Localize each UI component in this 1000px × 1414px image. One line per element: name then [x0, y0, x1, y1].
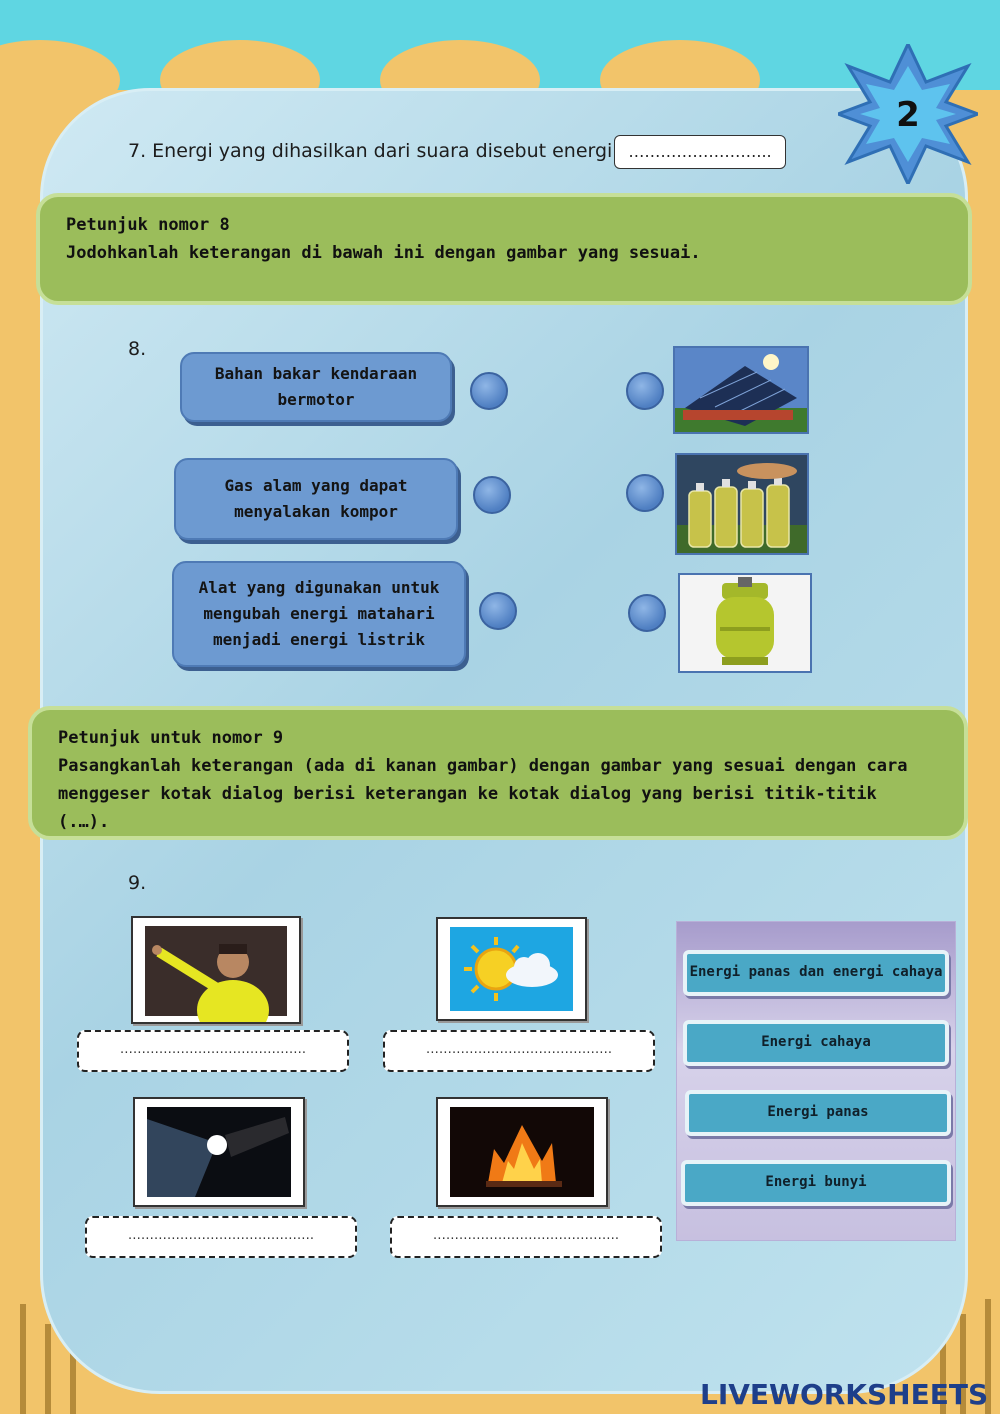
page-number: 2	[896, 95, 920, 135]
referee-whistle-picture	[131, 916, 301, 1024]
solar-panel-picture	[673, 346, 809, 434]
answer-drop-box-2[interactable]: …………………………………….	[383, 1030, 655, 1072]
fuel-bottles-picture	[675, 453, 809, 555]
match-dot-left-2[interactable]	[473, 476, 511, 514]
page-number-badge	[838, 44, 978, 184]
gas-cylinder-picture	[678, 573, 812, 673]
match-item-solar: Alat yang digunakan untuk mengubah energi matahari menjadi energi listrik	[172, 561, 466, 667]
option-panas-dan-cahaya[interactable]: Energi panas dan energi cahaya	[683, 950, 949, 996]
match-item-gas: Gas alam yang dapat menyalakan kompor	[174, 458, 458, 540]
hint-9-box	[28, 706, 968, 840]
answer-options-panel	[676, 921, 956, 1241]
match-dot-right-1[interactable]	[626, 372, 664, 410]
match-dot-left-1[interactable]	[470, 372, 508, 410]
question-9-number: 9.	[128, 872, 147, 894]
option-bunyi[interactable]: Energi bunyi	[681, 1160, 951, 1206]
hint-9-body: Pasangkanlah keterangan (ada di kanan gambar) dengan gambar yang sesuai dengan cara menggeser kotak dialog berisi keterangan ke kotak dialog yang berisi titik-titik (.…).	[58, 756, 908, 832]
question-8-number: 8.	[128, 338, 147, 360]
sun-cloud-picture	[436, 917, 587, 1021]
campfire-picture	[436, 1097, 608, 1207]
answer-drop-box-1[interactable]: …………………………………….	[77, 1030, 349, 1072]
question-7-text: 7. Energi yang dihasilkan dari suara disebut energi	[128, 140, 613, 162]
liveworksheets-logo	[700, 1378, 988, 1411]
option-cahaya[interactable]: Energi cahaya	[683, 1020, 949, 1066]
hint-9-title: Petunjuk untuk nomor 9	[58, 728, 284, 748]
flashlight-picture	[133, 1097, 305, 1207]
match-dot-left-3[interactable]	[479, 592, 517, 630]
option-panas[interactable]: Energi panas	[685, 1090, 951, 1136]
hint-8-title: Petunjuk nomor 8	[66, 215, 230, 235]
match-item-fuel: Bahan bakar kendaraan bermotor	[180, 352, 452, 422]
answer-drop-box-3[interactable]: …………………………………….	[85, 1216, 357, 1258]
answer-drop-box-4[interactable]: …………………………………….	[390, 1216, 662, 1258]
hint-8-box	[36, 193, 972, 305]
match-dot-right-2[interactable]	[626, 474, 664, 512]
liveworksheets-wordmark: LIVEWORKSHEETS	[700, 1378, 989, 1411]
hint-8-body: Jodohkanlah keterangan di bawah ini dengan gambar yang sesuai.	[66, 243, 701, 263]
match-dot-right-3[interactable]	[628, 594, 666, 632]
question-7-answer-field[interactable]: ……………………...	[614, 135, 786, 169]
